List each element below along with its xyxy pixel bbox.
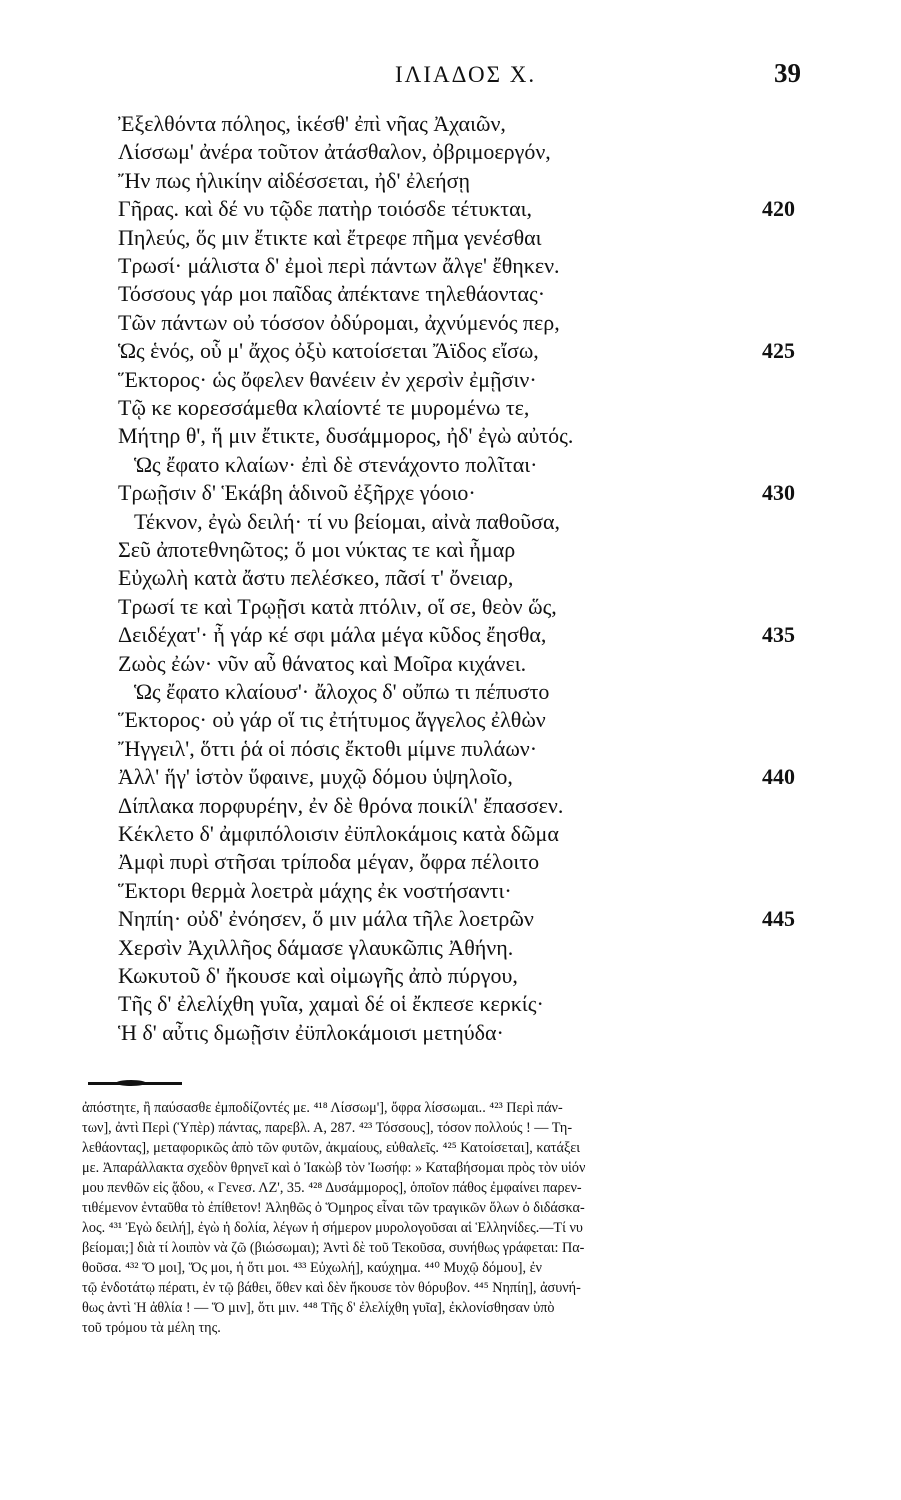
page-header: [0, 58, 901, 98]
footnote-line: θως ἀντὶ Ἡ ἀθλία ! — Ὅ μιν], ὅτι μιν. ⁴⁴⁸ Τῆς δ' ἐλελίχθη γυῖα], ἐκλονίσθησαν ὑπὸ: [82, 1300, 555, 1316]
verse-line: Κωκυτοῦ δ' ἤκουσε καὶ οἰμωγῆς ἀπὸ πύργου,: [118, 963, 518, 988]
verse-line: Τέκνον, ἐγὼ δειλή· τί νυ βείομαι, αἰνὰ παθοῦσα,: [134, 508, 560, 534]
footnote-separator: [88, 1082, 182, 1085]
verse-line: Νηπίη· οὐδ' ἐνόησεν, ὅ μιν μάλα τῆλε λοετρῶν: [118, 906, 534, 932]
verse-line: Ἕκτορι θερμὰ λοετρὰ μάχης ἐκ νοστήσαντι·: [118, 877, 512, 903]
footnote-line: λεθάοντας], μεταφορικῶς ἀπὸ τῶν φυτῶν, ἀκμαίους, εὐθαλεῖς. ⁴²⁵ Κατοίσεται], κατάξει: [82, 1140, 581, 1156]
verse-line: Ὡς ἑνός, οὗ μ' ἄχος ὀξὺ κατοίσεται Ἄϊδος εἴσω,: [118, 338, 539, 364]
verse-line: Ἀλλ' ἥγ' ἱστὸν ὕφαινε, μυχῷ δόμου ὑψηλοῖο,: [118, 764, 513, 790]
verse-line: Ἀμφὶ πυρὶ στῆσαι τρίποδα μέγαν, ὄφρα πέλοιτο: [118, 849, 540, 875]
footnote-line: τοῦ τρόμου τὰ μέλη της.: [82, 1320, 221, 1336]
footnote-line: ἀπόστητε, ἢ παύσασθε ἐμποδίζοντές με. ⁴¹⁸ Λίσσωμ'], ὄφρα λίσσωμαι.. ⁴²³ Περὶ πάν-: [82, 1100, 563, 1116]
footnote-line: βείομαι;] διὰ τί λοιπὸν νὰ ζῶ (βιώσωμαι); Ἀντὶ δὲ τοῦ Τεκοῦσα, συνήθως γράφεται: Πα-: [82, 1240, 585, 1256]
verse-line: Ἤν πως ἡλικίην αἰδέσσεται, ἠδ' ἐλεήσῃ: [118, 167, 471, 193]
verse-line: Εὐχωλὴ κατὰ ἄστυ πελέσκεο, πᾶσί τ' ὄνειαρ,: [118, 565, 514, 591]
verse-line: Ὡς ἔφατο κλαίων· ἐπὶ δὲ στενάχοντο πολῖται·: [134, 451, 538, 477]
verse-line: Τόσσους γάρ μοι παῖδας ἀπέκτανε τηλεθάοντας·: [118, 281, 546, 307]
verse-line: Ἐξελθόντα πόληος, ἱκέσθ' ἐπὶ νῆας Ἀχαιῶν,: [118, 111, 506, 136]
verse-line: Σεῦ ἀποτεθνηῶτος; ὅ μοι νύκτας τε καὶ ἦμαρ: [118, 537, 516, 562]
verse-number: 445: [762, 906, 795, 932]
verse-line: Χερσὶν Ἀχιλλῆος δάμασε γλαυκῶπις Ἀθήνη.: [118, 934, 514, 960]
verse-line: Τρωσί τε καὶ Τρῳῇσι κατὰ πτόλιν, οἵ σε, θεὸν ὥς,: [118, 593, 557, 619]
footnotes: [82, 1098, 817, 1338]
verse-line: Τῷ κε κορεσσάμεθα κλαίοντέ τε μυρομένω τε,: [118, 395, 530, 420]
footnote-line: τῷ ἐνδοτάτῳ πέρατι, ἐν τῷ βάθει, ὅθεν καὶ δὲν ἤκουσε τὸν θόρυβον. ⁴⁴⁵ Νηπίη], ἀσυνή-: [82, 1280, 581, 1296]
verse-line: Ὡς ἔφατο κλαίουσ'· ἄλοχος δ' οὔπω τι πέπυστο: [134, 679, 550, 704]
footnote-line: μου πενθῶν εἰς ᾅδου, « Γενεσ. ΛΖ', 35. ⁴²⁸ Δυσάμμορος], ὁποῖον πάθος ἐμφαίνει παρεν-: [82, 1180, 582, 1196]
verse-line: Λίσσωμ' ἀνέρα τοῦτον ἀτάσθαλον, ὀβριμοεργόν,: [118, 139, 551, 165]
verse-line: Ἡ δ' αὖτις δμωῇσιν ἐϋπλοκάμοισι μετηύδα·: [118, 1019, 504, 1045]
verse-line: Τρωσί· μάλιστα δ' ἐμοὶ περὶ πάντων ἄλγε' ἔθηκεν.: [118, 253, 560, 278]
verse-number: 420: [762, 196, 795, 222]
verse-number: 440: [762, 764, 795, 790]
verse-number: 430: [762, 480, 795, 506]
verse-line: Γῆρας. καὶ δέ νυ τῷδε πατὴρ τοιόσδε τέτυκται,: [118, 196, 533, 222]
footnote-line: λος. ⁴³¹ Ἐγὼ δειλή], ἐγὼ ἡ δολία, λέγων ἡ σήμερον μυρολογοῦσαι αἱ Ἑλληνίδες.—Τί νυ: [82, 1220, 583, 1236]
verse-number: 425: [762, 338, 795, 364]
verse-line: Δίπλακα πορφυρέην, ἐν δὲ θρόνα ποικίλ' ἔπασσεν.: [118, 792, 564, 818]
verse-line: Μήτηρ θ', ἥ μιν ἔτικτε, δυσάμμορος, ἠδ' ἐγὼ αὐτός.: [118, 423, 574, 449]
verse-line: Τῶν πάντων οὐ τόσσον ὀδύρομαι, ἀχνύμενός περ,: [118, 309, 560, 335]
verse-line: Ἕκτορος· οὐ γάρ οἵ τις ἐτήτυμος ἄγγελος ἐλθὼν: [118, 707, 546, 733]
verse-line: Ἤγγειλ', ὅττι ῥά οἱ πόσις ἔκτοθι μίμνε πυλάων·: [118, 735, 538, 761]
verse-line: Κέκλετο δ' ἀμφιπόλοισιν ἐϋπλοκάμοις κατὰ δῶμα: [118, 821, 559, 846]
verse-line: Ἕκτορος· ὡς ὄφελεν θανέειν ἐν χερσὶν ἐμῇσιν·: [118, 366, 537, 392]
page-number: 39: [774, 58, 801, 88]
running-title: ΙΛΙΑΔΟΣ Χ.: [395, 62, 537, 87]
verse-line: Ζωὸς ἐών· νῦν αὖ θάνατος καὶ Μοῖρα κιχάνει.: [118, 650, 527, 676]
verse-line: Τῆς δ' ἐλελίχθη γυῖα, χαμαὶ δέ οἱ ἔκπεσε κερκίς·: [118, 991, 544, 1017]
footnote-line: τιθέμενον ἐνταῦθα τὸ ἐπίθετον! Ἀληθῶς ὁ Ὅμηρος εἶναι τῶν τραγικῶν ὅλων ὁ διδάσκα-: [82, 1200, 585, 1216]
verse-line: Δειδέχατ'· ἦ γάρ κέ σφι μάλα μέγα κῦδος ἔησθα,: [118, 622, 547, 648]
footnote-line: των], ἀντὶ Περὶ (Ὑπὲρ) πάντας, παρεβλ. Α, 287. ⁴²³ Τόσσους], τόσον πολλούς ! — Τη-: [82, 1120, 573, 1136]
footnote-line: με. Ἀπαράλλακτα σχεδὸν θρηνεῖ καὶ ὁ Ἰακὼβ τὸν Ἰωσήφ: » Καταβήσομαι πρὸς τὸν υἱόν: [82, 1160, 586, 1176]
footnote-line: θοῦσα. ⁴³² Ὅ μοι], Ὅς μοι, ἡ ὅτι μοι. ⁴³³ Εὐχωλή], καύχημα. ⁴⁴⁰ Μυχῷ δόμου], ἐν: [82, 1260, 542, 1276]
verse-line: Τρωῇσιν δ' Ἑκάβη ἁδινοῦ ἐξῆρχε γόοιο·: [118, 480, 476, 506]
verse-number: 435: [762, 622, 795, 648]
verse-line: Πηλεύς, ὅς μιν ἔτικτε καὶ ἔτρεφε πῆμα γενέσθαι: [118, 224, 542, 250]
